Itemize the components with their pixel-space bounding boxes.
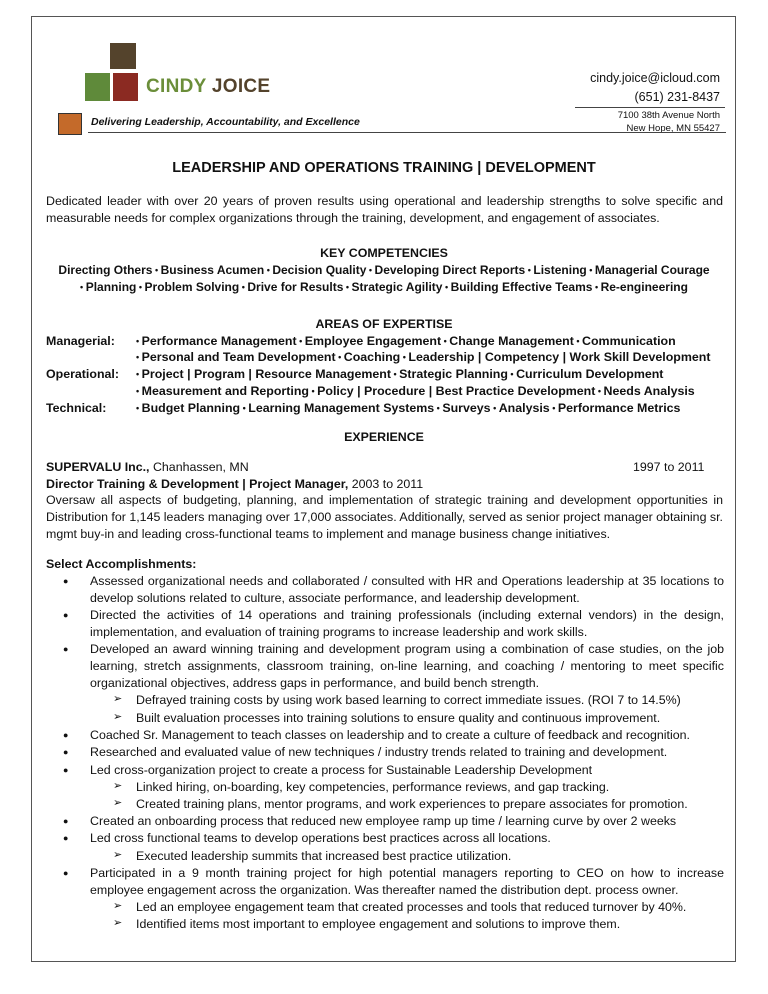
separator-dot-icon: • [586,265,595,275]
separator-dot-icon: • [390,369,400,379]
operational-line-1 [136,367,663,381]
operational-line-2 [136,384,695,398]
accomplishment-6a: Linked hiring, on-boarding, key competencies, performance reviews, and gap tracking. [136,780,610,794]
header-rule-main [88,132,726,133]
logo-square-red [113,73,138,101]
separator-dot-icon: • [366,265,375,275]
accomplishments-heading: Select Accomplishments: [46,557,197,571]
separator-dot-icon: • [434,403,443,413]
accomplishment-7: Created an onboarding process that reduced new employee ramp up time / learning curve by over 2 weeks [90,814,677,828]
expertise-heading: AREAS OF EXPERTISE [315,317,453,331]
list-item: Analysis [498,401,550,415]
list-item: Drive for Results [247,280,344,294]
arrow-icon: ➢ [113,849,123,861]
separator-dot-icon: • [240,403,249,413]
bullet-icon: ● [63,644,69,654]
accomplishment-4: Coached Sr. Management to teach classes on leadership and to create a culture of feedback and recognition. [90,728,690,742]
separator-dot-icon: • [400,352,409,362]
bullet-icon: ● [63,765,69,775]
bullet-icon: ● [63,610,69,620]
arrow-icon: ➢ [113,917,123,929]
accomplishment-6: Led cross-organization project to create a process for Sustainable Leadership Development [90,763,593,777]
separator-dot-icon: • [152,265,161,275]
company-location: Chanhassen, MN [149,460,249,474]
list-item: Developing Direct Reports [374,263,526,277]
list-item: Problem Solving [144,280,240,294]
accomplishment-9: Participated in a 9 month training project for high potential managers reporting to CEO on how to increase employee engagement across the organization. Was thereafter named the distribution dept. process owner. [90,866,724,897]
role-title: Director Training & Development | Project Manager, [46,477,349,491]
role-line [46,476,423,493]
accomplishment-8: Led cross functional teams to develop operations best practices across all locations. [90,831,551,845]
arrow-icon: ➢ [113,780,123,792]
separator-dot-icon: • [595,386,604,396]
separator-dot-icon: • [296,336,305,346]
tagline: Delivering Leadership, Accountability, and Excellence [91,116,360,128]
arrow-icon: ➢ [113,693,123,705]
separator-dot-icon: • [343,282,352,292]
separator-dot-icon: • [136,336,142,346]
managerial-line-2 [136,350,710,364]
separator-dot-icon: • [136,386,142,396]
contact-phone: (651) 231-8437 [634,90,720,104]
list-item: Measurement and Reporting [141,384,309,398]
separator-dot-icon: • [549,403,558,413]
list-item: Budget Planning [141,401,241,415]
list-item: Employee Engagement [304,334,442,348]
managerial-line-1 [136,334,676,348]
separator-dot-icon: • [136,369,142,379]
separator-dot-icon: • [592,282,601,292]
list-item: Project | Program | Resource Management [141,367,391,381]
contact-address-1: 7100 38th Avenue North [617,110,720,121]
bullet-icon: ● [63,816,69,826]
list-item: Managerial Courage [594,263,710,277]
separator-dot-icon: • [573,336,583,346]
separator-dot-icon: • [490,403,499,413]
brand-name [146,76,270,98]
list-item: Directing Others [58,263,153,277]
separator-dot-icon: • [441,336,450,346]
arrow-icon: ➢ [113,900,123,912]
logo-square-orange [58,113,82,135]
experience-description: Oversaw all aspects of budgeting, planning, and implementation of strategic training and development opportunities in Distribution for 1,145 leaders managing over 17,000 associates. Additionally, served as senior project manager obtaining sr. mgmt buy-in and leading cross-functional teams to implement and manage business change initiatives. [46,493,723,541]
arrow-icon: ➢ [113,711,123,723]
bullet-icon: ● [63,576,69,586]
bullet-icon: ● [63,730,69,740]
accomplishment-9a: Led an employee engagement team that created processes and tools that reduced turnover by 40%. [136,900,687,914]
list-item: Business Acumen [160,263,265,277]
accomplishment-3: Developed an award winning training and development program using a combination of case studies, on the job learning, stretch assignments, classroom training, on-line learning, and coaching / mentoring to meet specific organizational objectives, address gaps in performance, and build bench strength. [90,642,724,690]
list-item: Strategic Planning [399,367,508,381]
logo-square-green [85,73,110,101]
arrow-icon: ➢ [113,797,123,809]
competencies-line-2 [0,280,768,294]
separator-dot-icon: • [335,352,344,362]
separator-dot-icon: • [80,282,86,292]
list-item: Building Effective Teams [450,280,593,294]
bullet-icon: ● [63,833,69,843]
accomplishment-9b: Identified items most important to employee engagement and solutions to improve them. [136,917,621,931]
separator-dot-icon: • [239,282,248,292]
header-rule [575,107,725,108]
bullet-icon: ● [63,868,69,878]
list-item: Strategic Agility [351,280,443,294]
accomplishment-3a: Defrayed training costs by using work based learning to correct immediate issues. (ROI 7 to 14.5%) [136,693,681,707]
accomplishment-5: Researched and evaluated value of new techniques / industry trends related to training and development. [90,745,668,759]
list-item: Re-engineering [600,280,688,294]
role-dates: 2003 to 2011 [348,477,424,491]
brand-first: CINDY [146,76,207,97]
list-item: Performance Management [141,334,297,348]
operational-label: Operational: [46,367,119,381]
list-item: Needs Analysis [603,384,695,398]
brand-last: JOICE [211,76,271,97]
accomplishment-8a: Executed leadership summits that increased best practice utilization. [136,849,512,863]
summary: Dedicated leader with over 20 years of proven results using operational and leadership strengths to solve specific and measurable needs for complex organizations through the training, development, and engagement of associates. [46,194,723,225]
list-item: Performance Metrics [557,401,681,415]
separator-dot-icon: • [136,282,145,292]
accomplishment-6b: Created training plans, mentor programs, and work experiences to prepare associates for promotion. [136,797,688,811]
list-item: Personal and Team Development [141,350,336,364]
separator-dot-icon: • [507,369,517,379]
competencies-heading: KEY COMPETENCIES [320,246,448,260]
experience-heading: EXPERIENCE [344,430,424,444]
list-item: Surveys [442,401,491,415]
list-item: Decision Quality [272,263,367,277]
accomplishment-1: Assessed organizational needs and collaborated / consulted with HR and Operations leadership at 35 locations to develop solutions related to culture, associate performance, and leadership development. [90,574,724,605]
list-item: Communication [582,334,676,348]
resume-title: LEADERSHIP AND OPERATIONS TRAINING | DEVELOPMENT [172,160,596,176]
list-item: Learning Management Systems [248,401,435,415]
separator-dot-icon: • [264,265,273,275]
list-item: Coaching [343,350,401,364]
list-item: Planning [85,280,137,294]
separator-dot-icon: • [442,282,451,292]
company-name: SUPERVALU Inc., [46,460,150,474]
separator-dot-icon: • [136,403,142,413]
list-item: Leadership | Competency | Work Skill Development [408,350,711,364]
accomplishment-3b: Built evaluation processes into training solutions to ensure quality and continuous improvement. [136,711,661,725]
technical-line-1 [136,401,680,415]
bullet-icon: ● [63,747,69,757]
contact-address-2: New Hope, MN 55427 [626,123,720,134]
contact-email[interactable]: cindy.joice@icloud.com [590,71,720,85]
employer-line [46,459,249,476]
technical-label: Technical: [46,401,107,415]
competencies-line-1 [0,263,768,277]
list-item: Curriculum Development [516,367,664,381]
separator-dot-icon: • [136,352,142,362]
logo-square-brown [110,43,136,69]
list-item: Policy | Procedure | Best Practice Development [317,384,596,398]
separator-dot-icon: • [525,265,534,275]
list-item: Change Management [449,334,574,348]
list-item: Listening [533,263,587,277]
employment-dates: 1997 to 2011 [633,460,705,474]
separator-dot-icon: • [308,386,318,396]
managerial-label: Managerial: [46,334,115,348]
accomplishment-2: Directed the activities of 14 operations and training professionals (including external vendors) in the design, implementation, and evaluation of training programs to increase leadership and work skills. [90,608,724,639]
